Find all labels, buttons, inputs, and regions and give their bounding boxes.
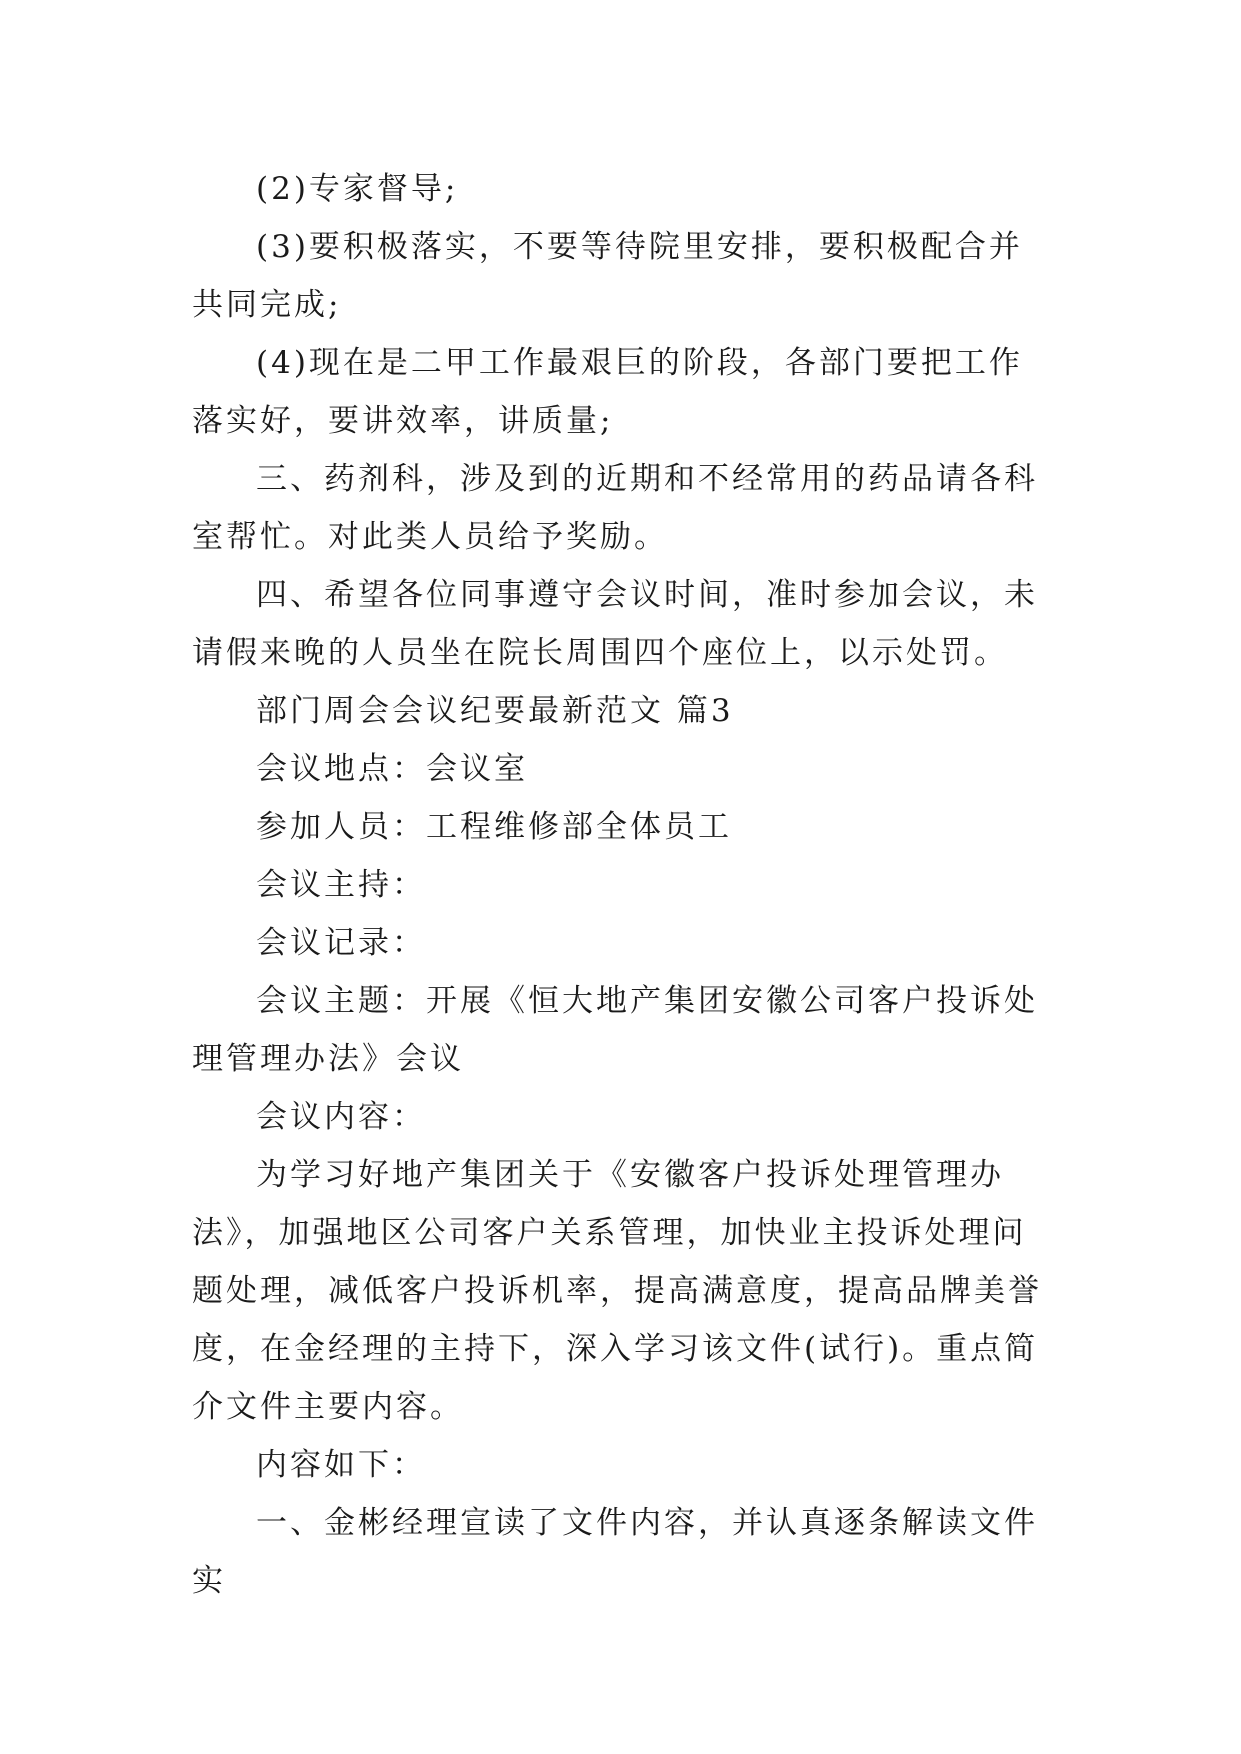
paragraph: 会议内容：: [256, 1099, 426, 1135]
paragraph: 会议主持：: [256, 867, 426, 903]
paragraph: 内容如下：: [256, 1447, 426, 1483]
paragraph: 三、药剂科，涉及到的近期和不经常用的药品请各科室帮忙。对此类人员给予奖励。: [192, 461, 1038, 555]
paragraph: 会议主题：开展《恒大地产集团安徽公司客户投诉处理管理办法》会议: [192, 983, 1038, 1077]
paragraph: 会议地点：会议室: [256, 751, 528, 787]
paragraph: 为学习好地产集团关于《安徽客户投诉处理管理办法》，加强地区公司客户关系管理，加快业主投诉处理问题处理，减低客户投诉机率，提高满意度，提高品牌美誉度，在金经理的主持下，深入学习该文件(试行)。重点简介文件主要内容。: [192, 1157, 1042, 1425]
paragraph: 四、希望各位同事遵守会议时间，准时参加会议，未请假来晚的人员坐在院长周围四个座位上，以示处罚。: [192, 577, 1038, 671]
document-body: [192, 160, 1052, 1610]
paragraph: 一、金彬经理宣读了文件内容，并认真逐条解读文件实: [192, 1505, 1038, 1599]
paragraph: (3)要积极落实，不要等待院里安排，要积极配合并共同完成;: [192, 229, 1023, 323]
paragraph: 参加人员：工程维修部全体员工: [256, 809, 732, 845]
section-heading: 部门周会会议纪要最新范文 篇3: [256, 693, 734, 729]
paragraph: (2)专家督导;: [256, 171, 459, 207]
paragraph: 会议记录：: [256, 925, 426, 961]
paragraph: (4)现在是二甲工作最艰巨的阶段，各部门要把工作落实好，要讲效率，讲质量;: [192, 345, 1023, 439]
